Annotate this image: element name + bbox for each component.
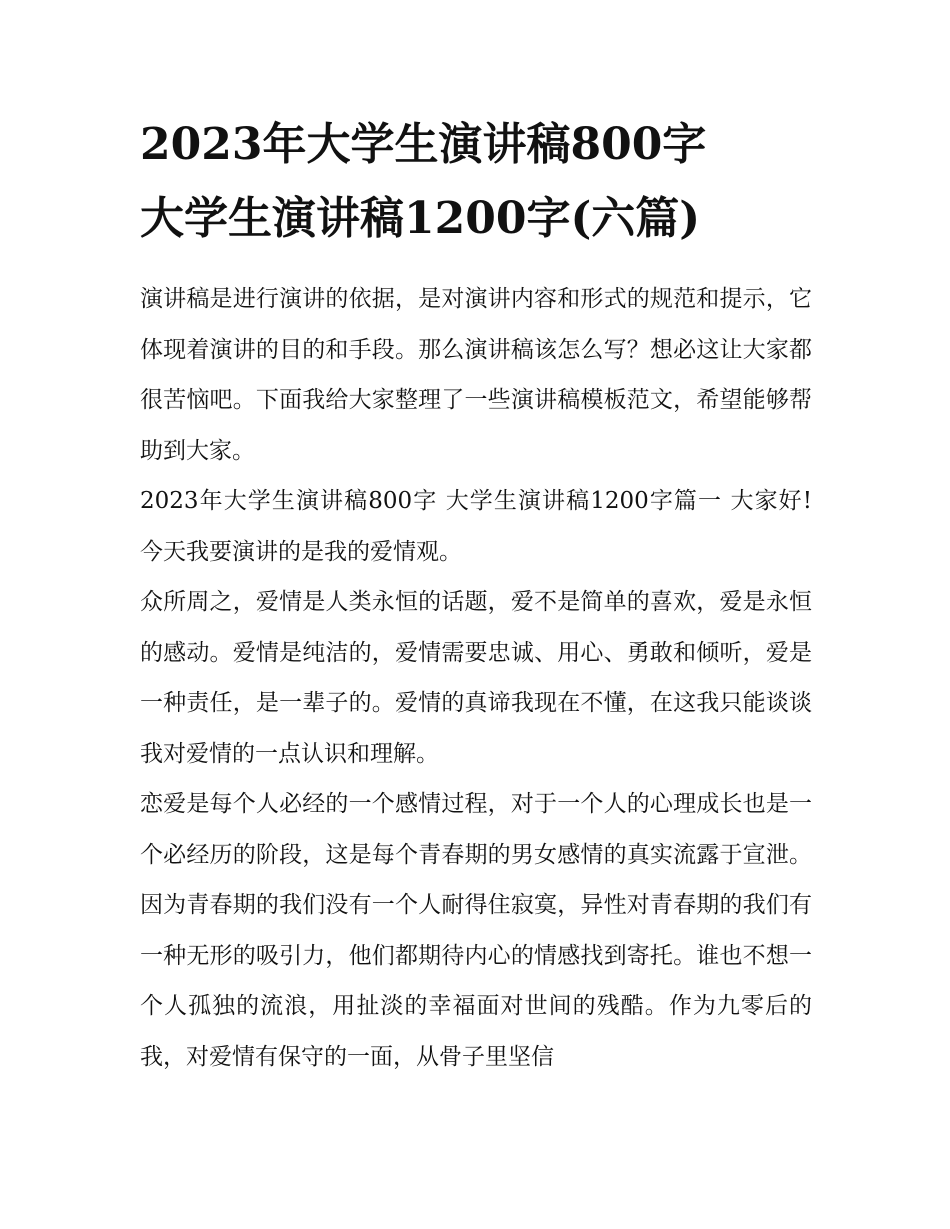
title-line-2: 大学生演讲稿1200字(六篇) (140, 193, 701, 244)
title-line-1: 2023年大学生演讲稿800字 (140, 119, 707, 170)
document-body (140, 274, 812, 1082)
paragraph-youth-love: 恋爱是每个人必经的一个感情过程，对于一个人的心理成长也是一个必经历的阶段，这是每个青春期的男女感情的真实流露于宣泄。因为青春期的我们没有一个人耐得住寂寞，异性对青春期的我们有一种无形的吸引力，他们都期待内心的情感找到寄托。谁也不想一个人孤独的流浪，用扯淡的幸福面对世间的残酷。作为九零后的我，对爱情有保守的一面，从骨子里坚信 (140, 791, 812, 1070)
document-title (140, 108, 812, 256)
paragraph-speech-opening: 2023年大学生演讲稿800字 大学生演讲稿1200字篇一 大家好! 今天我要演讲的是我的爱情观。 (140, 488, 812, 565)
paragraph-love-topic: 众所周之，爱情是人类永恒的话题，爱不是简单的喜欢，爱是永恒的感动。爱情是纯洁的，爱情需要忠诚、用心、勇敢和倾听，爱是一种责任，是一辈子的。爱情的真谛我现在不懂，在这我只能谈谈我对爱情的一点认识和理解。 (140, 589, 812, 767)
paragraph-intro: 演讲稿是进行演讲的依据，是对演讲内容和形式的规范和提示，它体现着演讲的目的和手段。那么演讲稿该怎么写？想必这让大家都很苦恼吧。下面我给大家整理了一些演讲稿模板范文，希望能够帮助到大家。 (140, 286, 812, 464)
document-page (140, 108, 812, 1082)
